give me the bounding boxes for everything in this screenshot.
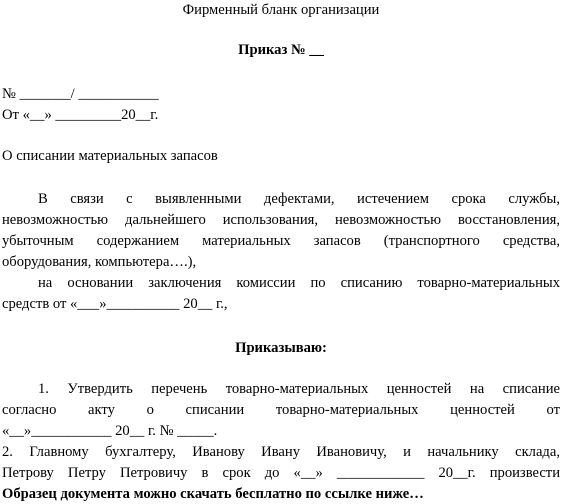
preamble-line: В связи с выявленными дефектами, истечением срока службы,: [38, 191, 560, 207]
order-word: Приказываю:: [235, 340, 327, 356]
preamble-line: невозможностью дальнейшего использования, невозможностью восстановления,: [2, 212, 560, 228]
order-subject: О списании материальных запасов: [2, 148, 218, 164]
order-title: Приказ № __: [238, 42, 324, 58]
order-number-line: № _______/ ___________: [2, 86, 159, 102]
order-item-line: согласно акту о списании товарно-материальных ценностей от: [2, 402, 560, 418]
order-item-line: 2. Главному бухгалтеру, Иванову Ивану Ивановичу, и начальнику склада,: [2, 444, 560, 460]
preamble-line: убыточным содержанием материальных запасов (транспортного средства,: [2, 233, 560, 249]
preamble-line: средств от «___»__________ 20__ г.,: [2, 296, 228, 312]
order-item-line: «__»___________ 20__ г. № _____.: [2, 423, 218, 439]
preamble-line: оборудования, компьютера….),: [2, 254, 197, 270]
preamble-line: на основании заключения комиссии по списанию товарно-материальных: [38, 275, 560, 291]
letterhead: Фирменный бланк организации: [182, 2, 380, 18]
order-item-line: 1. Утвердить перечень товарно-материальных ценностей на списание: [38, 381, 560, 397]
download-note: Образец документа можно скачать бесплатно по ссылке ниже…: [2, 486, 424, 502]
order-item-line: Петрову Петру Петровичу в срок до «__» ____________ 20__г. произвести: [2, 465, 560, 481]
order-date-line: От «__» _________20__г.: [2, 107, 159, 123]
